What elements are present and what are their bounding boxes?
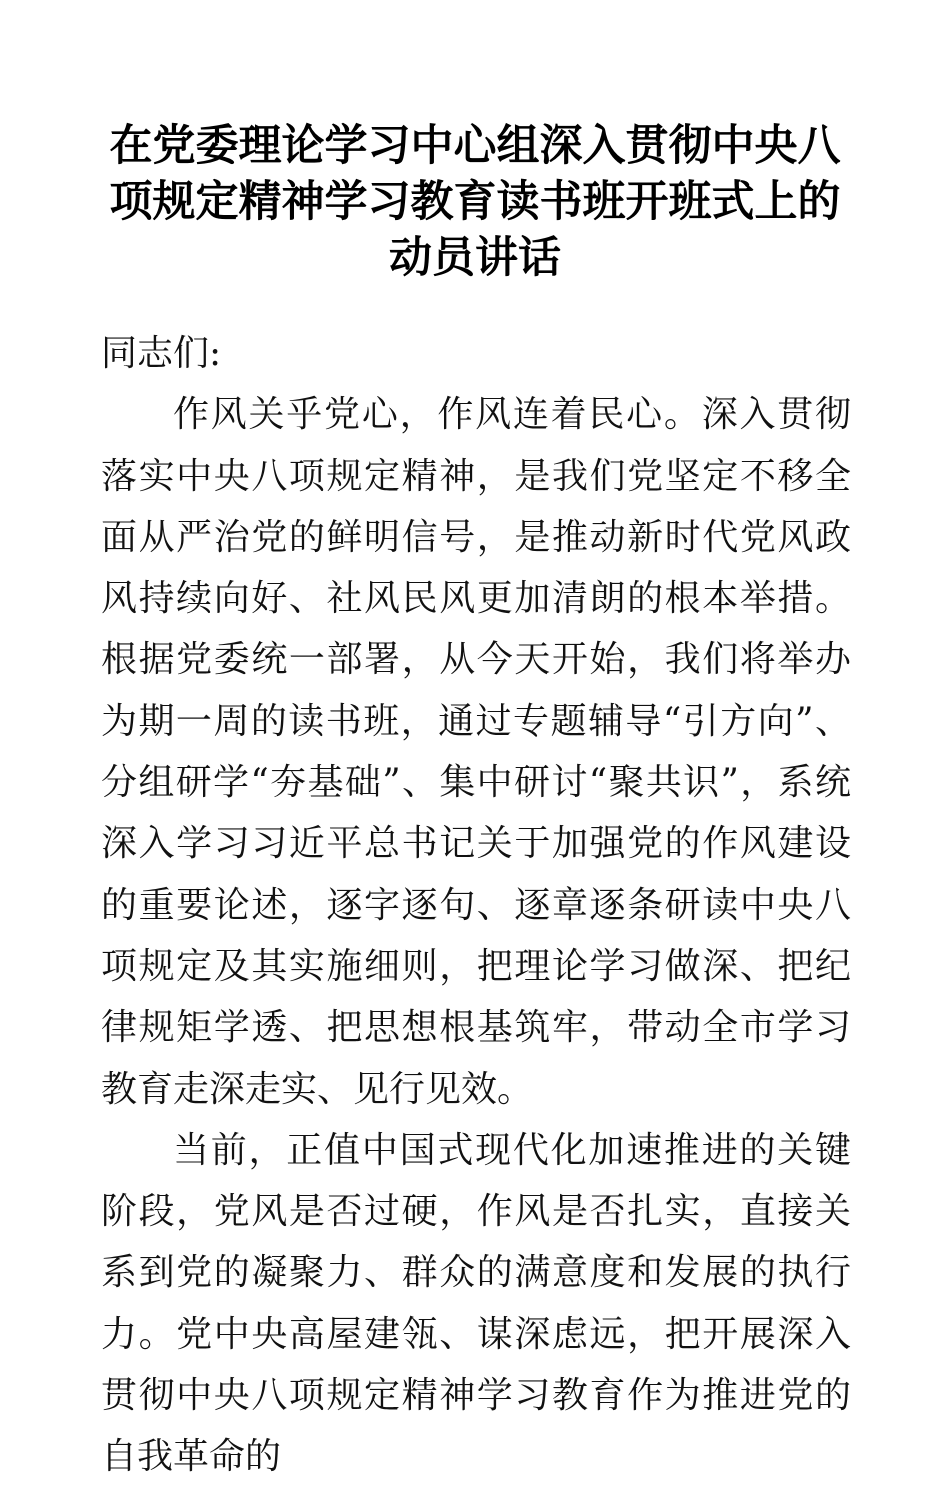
salutation: 同志们: (101, 333, 222, 374)
document-title: 在党委理论学习中心组深入贯彻中央八项规定精神学习教育读书班开班式上的动员讲话 (109, 121, 841, 283)
paragraph-1: 作风关乎党心，作风连着民心。深入贯彻落实中央八项规定精神，是我们党坚定不移全面从严治党的鲜明信号，是推动新时代党风政风持续向好、社风民风更加清朗的根本举措。根据党委统一部署，从今天开始，我们将举办为期一周的读书班，通过专题辅导“引方向”、分组研学“夯基础”、集中研讨“聚共识”，系统深入学习习近平总书记关于加强党的作风建设的重要论述，逐字逐句、逐章逐条研读中央八项规定及其实施细则，把理论学习做深、把纪律规矩学透、把思想根基筑牢，带动全市学习教育走深走实、见行见效。 (101, 394, 851, 1110)
document-body (101, 323, 851, 1488)
paragraph-2: 当前，正值中国式现代化加速推进的关键阶段，党风是否过硬，作风是否扎实，直接关系到党的凝聚力、群众的满意度和发展的执行力。党中央高屋建瓴、谋深虑远，把开展深入贯彻中央八项规定精神学习教育作为推进党的自我革命的 (101, 1129, 851, 1478)
